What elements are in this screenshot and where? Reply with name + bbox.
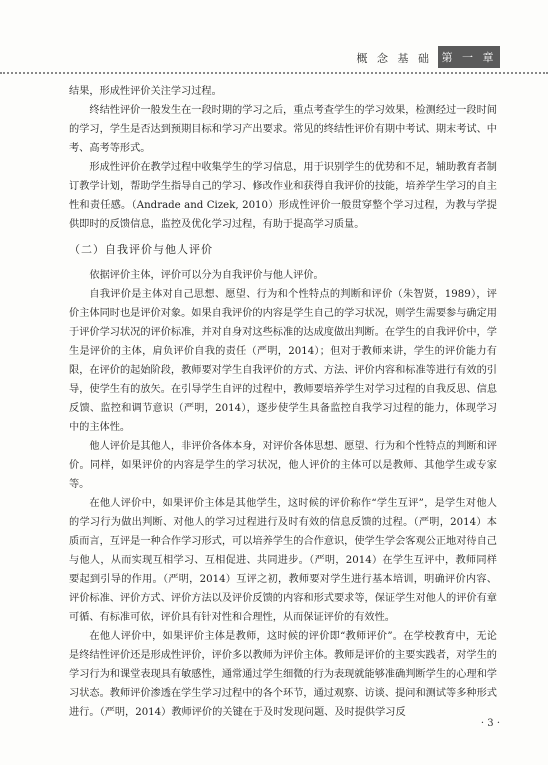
paragraph-self-evaluation: 自我评价是主体对自己思想、愿望、行为和个性特点的判断和评价（朱智贤，1989），评价主体同时也是评价对象。如果自我评价的内容是学生自己的学习状况，则学生需要参与确定用于评价学习状况的评价标准，并对自身对这些标准的达成度做出判断。在学生的自我评价中，学生是评价的主体，肩负评价自我的责任（严明，2014）；但对于教师来讲，学生的评价能力有限，在评价的起始阶段，教师要对学生自我评价的方式、方法、评价内容和标准等进行有效的引导，使学生有的放矢。在引导学生自评的过程中，教师要培养学生对学习过程的自我反思、信息反馈、监控和调节意识（严明，2014），逐步使学生具备监控自我学习过程的能力，体现学习中的主体性。 [69, 289, 497, 433]
paragraph-continuation: 结果，形成性评价关注学习过程。 [69, 86, 222, 97]
paragraph-summative: 终结性评价一般发生在一段时期的学习之后，重点考查学生的学习效果，检测经过一段时间的学习，学生是否达到预期目标和学习产出要求。常见的终结性评价有期中考试、期末考试、中考、高考等形式。 [69, 105, 497, 154]
section-label: 概 念 基 础 [356, 52, 432, 65]
header-dotted-rule [0, 72, 548, 74]
paragraph-formative: 形成性评价在教学过程中收集学生的学习信息，用于识别学生的优势和不足，辅助教育者制订教学计划，帮助学生指导自己的学习、修改作业和获得自我评价的技能，培养学生学习的自主性和责任感。（Andrade and Cizek, 2010）形成性评价一般贯穿整个学习过程，为教与学提供即时的反馈信息，监控及优化学习过程，有助于提高学习质量。 [69, 162, 497, 230]
page-body [69, 82, 497, 722]
section-heading: （二）自我评价与他人评价 [69, 243, 213, 256]
paragraph-peer-evaluation: 在他人评价中，如果评价主体是其他学生，这时候的评价称作“学生互评”，是学生对他人的学习行为做出判断、对他人的学习过程进行及时有效的信息反馈的过程。（严明，2014）本质而言，互评是一种合作学习形式，可以培养学生的合作意识，使学生学会客观公正地对待自己与他人，从而实现互相学习、互相促进、共同进步。（严明，2014）在学生互评中，教师同样要起到引导的作用。（严明，2014）互评之初，教师要对学生进行基本培训，明确评价内容、评价标准、评价方式、评价方法以及评价反馈的内容和形式要求等，保证学生对他人的评价有章可循、有标准可依，评价具有针对性和合理性，从而保证评价的有效性。 [69, 498, 497, 623]
paragraph-intro: 依据评价主体，评价可以分为自我评价与他人评价。 [89, 270, 324, 281]
paragraph-teacher-evaluation: 在他人评价中，如果评价主体是教师，这时候的评价即“教师评价”。在学校教育中，无论是终结性评价还是形成性评价，评价多以教师为评价主体。教师是评价的主要实践者，对学生的学习行为和课堂表现具有敏感性，通常通过学生细微的行为表现就能够准确判断学生的心理和学习状态。教师评价渗透在学生学习过程中的各个环节，通过观察、访谈、提问和测试等多种形式进行。（严明，2014）教师评价的关键在于及时发现问题、及时提供学习反 [69, 631, 497, 718]
running-header [0, 46, 548, 72]
paragraph-other-evaluation: 他人评价是其他人，非评价各体本身，对评价各体思想、愿望、行为和个性特点的判断和评价。同样，如果评价的内容是学生的学习状况，他人评价的主体可以是教师、其他学生或专家等。 [69, 441, 497, 490]
page-number: · 3 · [480, 718, 500, 729]
chapter-tab: 第 一 章 [438, 46, 500, 68]
